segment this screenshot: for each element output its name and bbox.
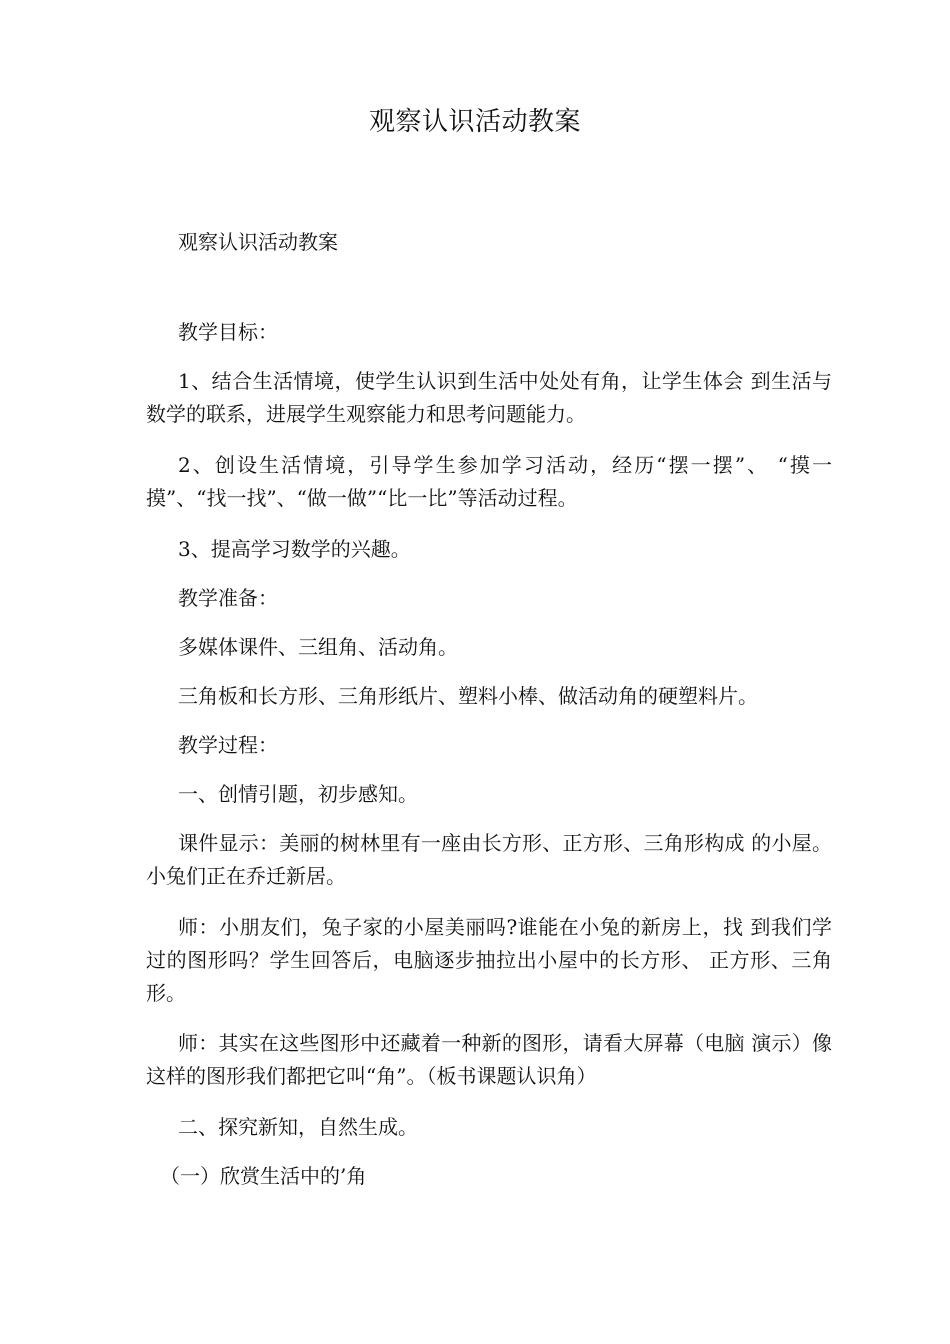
paragraph-teacher-1: 师：小朋友们，兔子家的小屋美丽吗?谁能在小兔的新房上，找 到我们学过的图形吗？学生回答后，电脑逐步抽拉出小屋中的长方形、 正方形、三角形。 (146, 915, 832, 1005)
paragraph-preparation-heading: 教学准备： (178, 586, 278, 610)
paragraph-teacher-2: 师：其实在这些图形中还藏着一种新的图形，请看大屏幕（电脑 演示）像这样的图形我们都把它叫“角”。（板书课题认识角） (146, 1031, 832, 1088)
paragraph-goal-3: 3、提高学习数学的兴趣。 (178, 537, 411, 561)
paragraph-goal-1: 1、结合生活情境，使学生认识到生活中处处有角，让学生体会 到生活与数学的联系，进展学生观察能力和思考问题能力。 (146, 369, 832, 426)
paragraph-goal-2: 2、创设生活情境，引导学生参加学习活动，经历“摆一摆”、 “摸一摸”、“找一找”、“做一做”“比一比”等活动过程。 (146, 453, 832, 510)
paragraph-preparation-1: 多媒体课件、三组角、活动角。 (178, 635, 458, 659)
paragraph-courseware: 课件显示：美丽的树林里有一座由长方形、正方形、三角形构成 的小屋。小兔们正在乔迁新居。 (146, 831, 832, 888)
paragraph-subsection-1: （一）欣赏生活中的’角 (160, 1164, 367, 1188)
paragraph-process-heading: 教学过程： (178, 733, 278, 757)
paragraph-section-2: 二、探究新知，自然生成。 (178, 1115, 418, 1139)
document-subtitle: 观察认识活动教案 (178, 230, 338, 254)
document-title: 观察认识活动教案 (368, 107, 581, 137)
paragraph-teaching-goals-heading: 教学目标： (178, 320, 278, 344)
paragraph-preparation-2: 三角板和长方形、三角形纸片、塑料小棒、做活动角的硬塑料片。 (178, 684, 758, 708)
paragraph-section-1: 一、创情引题，初步感知。 (178, 782, 418, 806)
